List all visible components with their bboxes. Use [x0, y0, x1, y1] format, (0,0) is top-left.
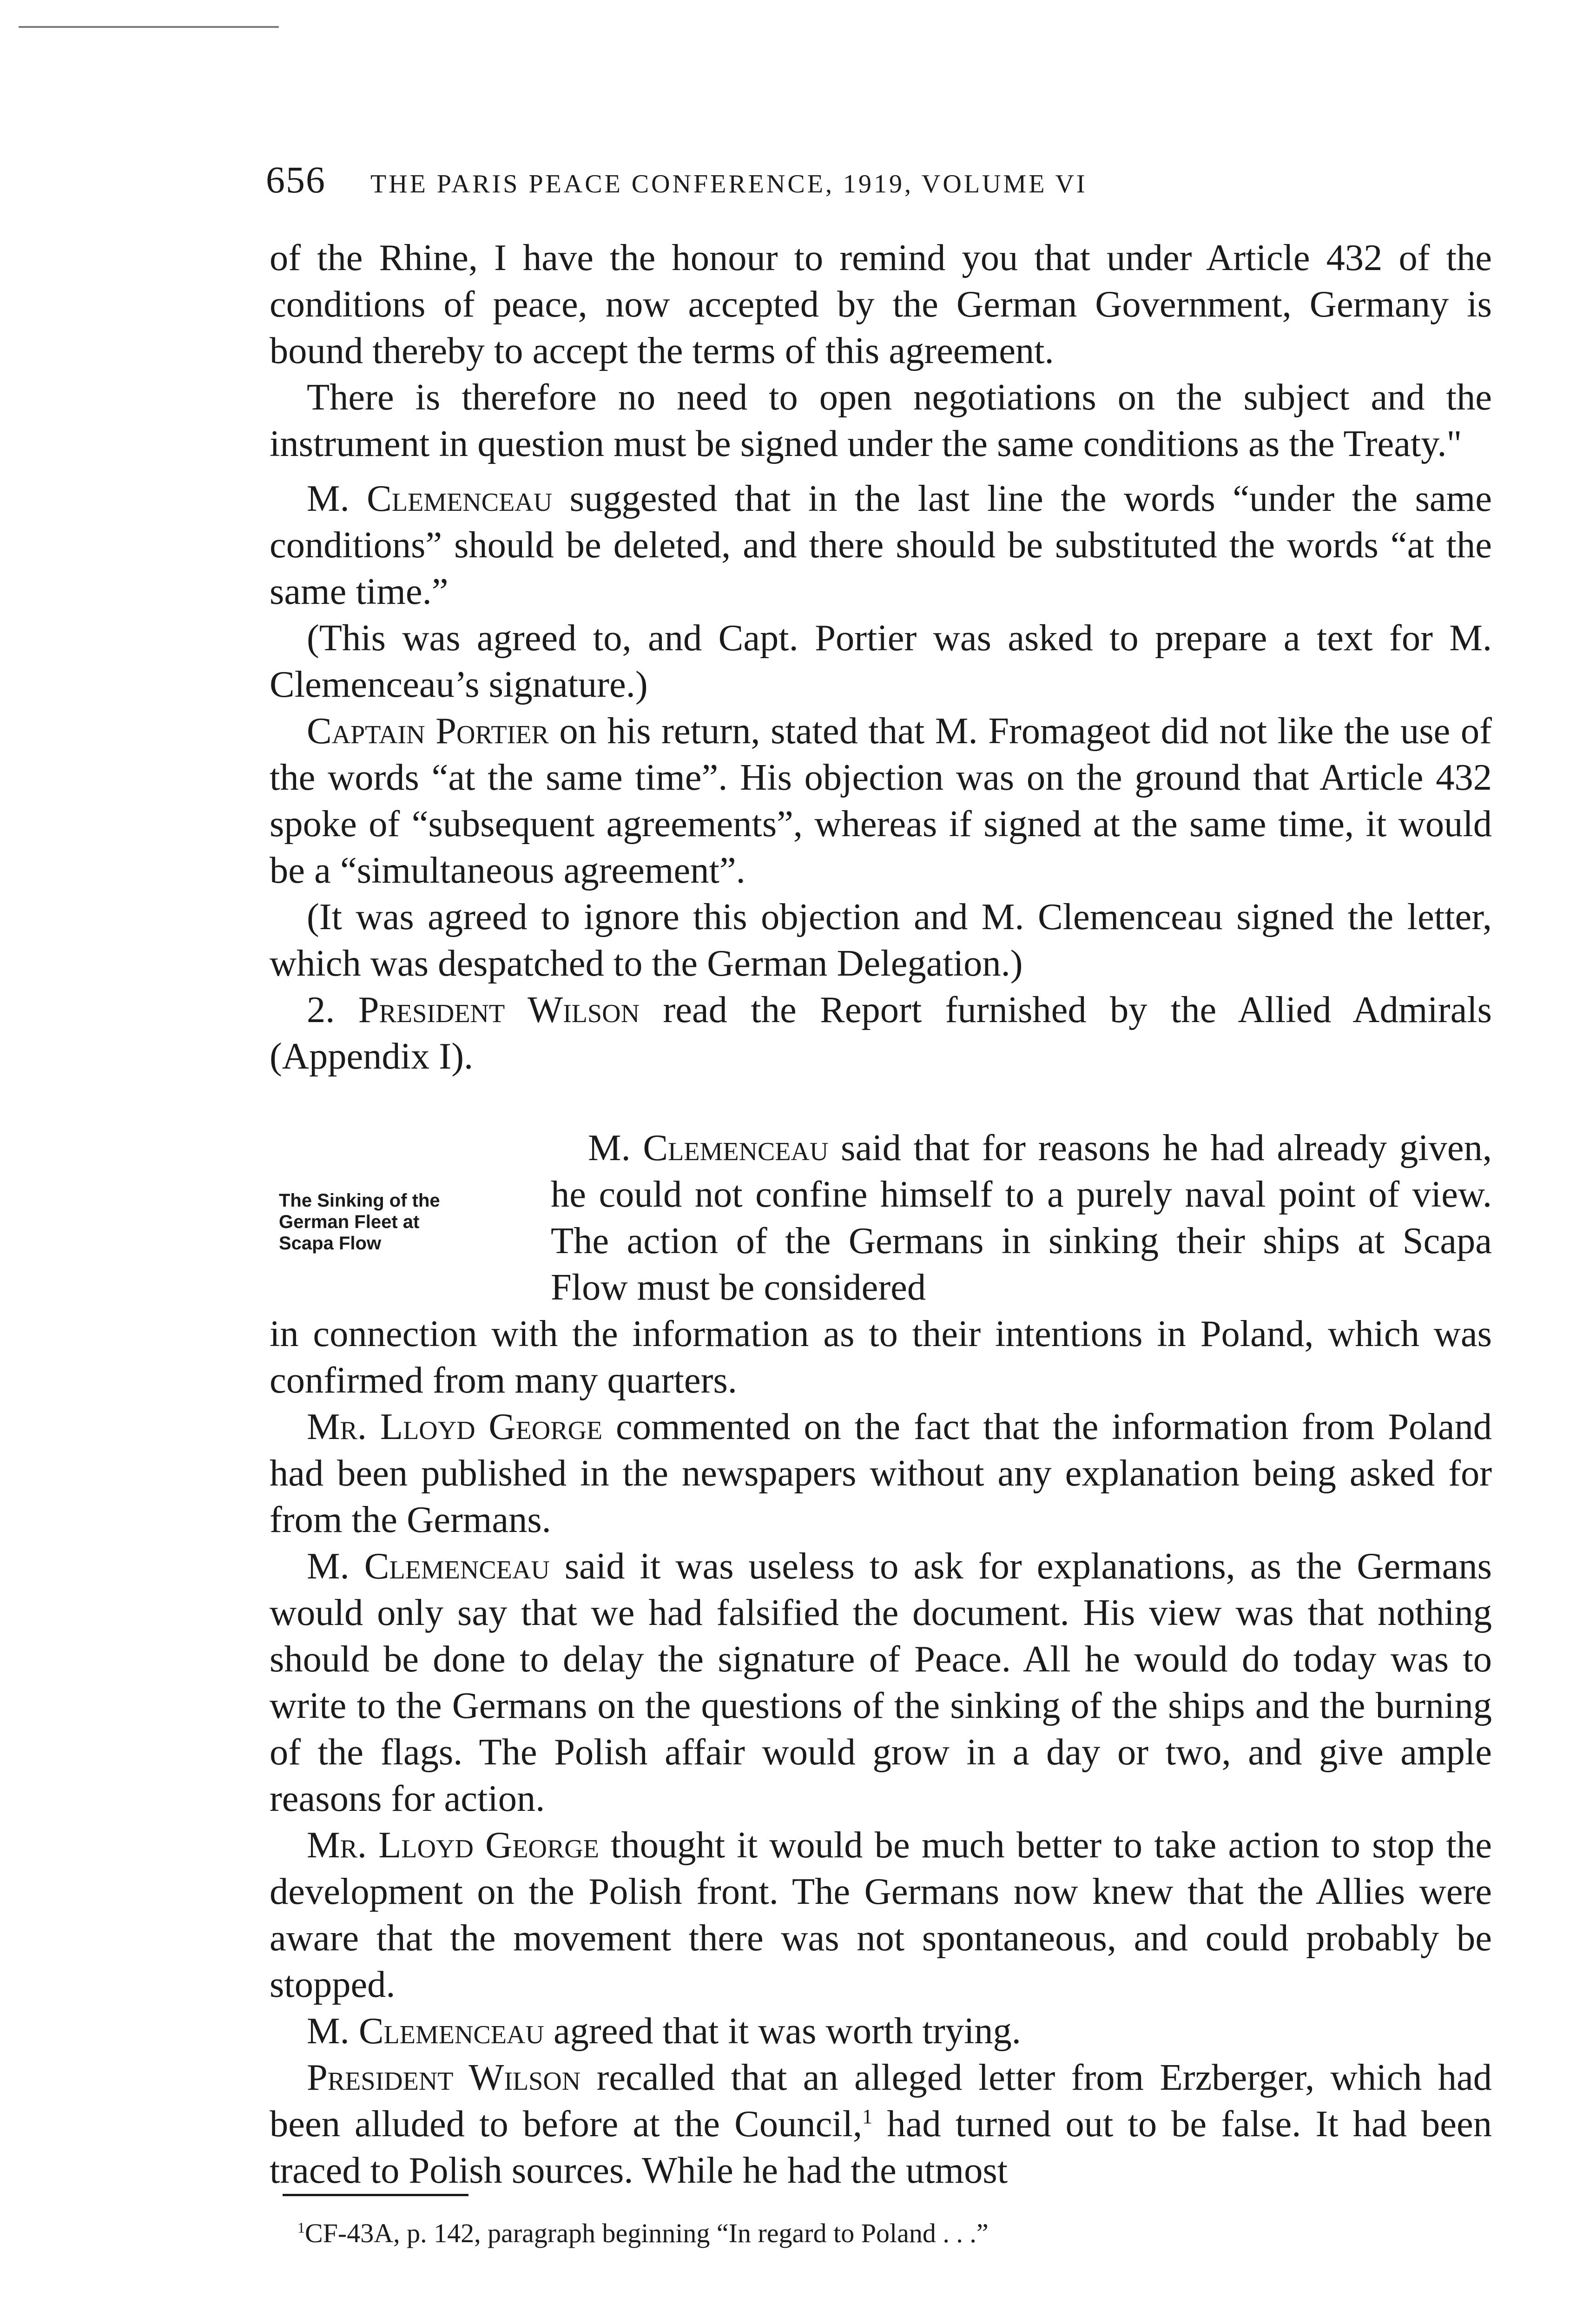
footnote-marker: 1 [297, 2219, 305, 2236]
paragraph: Mr. Lloyd George commented on the fact that the information from Poland had been published in the newspapers without any explanation being asked for from the Germans. [270, 1406, 1492, 1540]
paragraph: There is therefore no need to open negotiations on the subject and the instrument in question must be signed under the same conditions as the Treaty." [270, 376, 1492, 464]
paragraph: M. Clemenceau said that for reasons he had already given, he could not confine himself to a purely naval point of view. The action of the Germans in sinking their ships at Scapa Flow must be considered [551, 1127, 1492, 1308]
running-head: THE PARIS PEACE CONFERENCE, 1919, VOLUME VI [370, 170, 1088, 198]
speaker-name: M. Clemenceau [588, 1127, 829, 1169]
paragraph: of the Rhine, I have the honour to remind you that under Article 432 of the conditions of peace, now accepted by the German Government, Germany is bound thereby to accept the terms of this agreement. [270, 237, 1492, 371]
speaker-name: President Wilson [307, 2057, 581, 2098]
paragraph: President Wilson recalled that an alleged letter from Erzberger, which had been alluded to before at the Council,$^1$ had turned out to be false. It had been traced to Polish sources. While he had the utmost [270, 2057, 1492, 2191]
footnote-text: CF-43A, p. 142, paragraph beginning “In regard to Poland . . .” [304, 2218, 989, 2248]
paragraph: in connection with the information as to their intentions in Poland, which was confirmed from many quarters. [270, 1313, 1492, 1401]
footnote-divider [283, 2194, 468, 2196]
footnote [297, 2217, 1487, 2250]
paragraph: M. Clemenceau suggested that in the last line the words “under the same conditions” should be deleted, and there should be substituted the words “at the same time.” [270, 478, 1492, 612]
main-text-top [270, 235, 1492, 1080]
page-header [266, 158, 1344, 209]
paragraph: 2. President Wilson read the Report furnished by the Allied Admirals (Appendix I). [270, 989, 1492, 1077]
paragraph: (It was agreed to ignore this objection and M. Clemenceau signed the letter, which was despatched to the German Delegation.) [270, 896, 1492, 984]
speaker-name: Captain Portier [307, 710, 549, 752]
paragraph: Mr. Lloyd George thought it would be much better to take action to stop the development on the Polish front. The Germans now knew that the Allies were aware that the movement there was not spontaneous, and could probably be stopped. [270, 1824, 1492, 2005]
item-number: 2. [307, 989, 358, 1030]
speaker-name: M. Clemenceau [307, 1545, 550, 1587]
footnote-reference[interactable]: 1 [862, 2105, 873, 2128]
paragraph: Captain Portier on his return, stated that M. Fromageot did not like the use of the words “at the same time”. His objection was on the ground that Article 432 spoke of “subsequent agreements”, whereas if signed at the same time, it would be a “simultaneous agreement”. [270, 710, 1492, 891]
main-text-bottom [270, 1311, 1492, 2194]
text-beside-marginal-note [551, 1125, 1492, 1311]
paragraph: M. Clemenceau agreed that it was worth trying. [307, 2010, 1021, 2052]
speaker-name: President Wilson [358, 989, 640, 1030]
scan-edge-rule [19, 26, 279, 28]
speaker-name: Mr. Lloyd George [307, 1406, 603, 1447]
speaker-name: M. Clemenceau [307, 2010, 544, 2052]
marginal-note: The Sinking of the German Fleet at Scapa Flow [279, 1190, 440, 1254]
paragraph: (This was agreed to, and Capt. Portier was asked to prepare a text for M. Clemenceau’s signature.) [270, 617, 1492, 705]
speaker-name: M. Clemenceau [307, 478, 553, 519]
page-number: 656 [266, 158, 326, 201]
paragraph: M. Clemenceau said it was useless to ask for explanations, as the Germans would only say that we had falsified the document. His view was that nothing should be done to delay the signature of Peace. All he would do today was to write to the Germans on the questions of the sinking of the ships and the burning of the flags. The Polish affair would grow in a day or two, and give ample reasons for action. [270, 1545, 1492, 1819]
speaker-name: Mr. Lloyd George [307, 1824, 599, 1866]
